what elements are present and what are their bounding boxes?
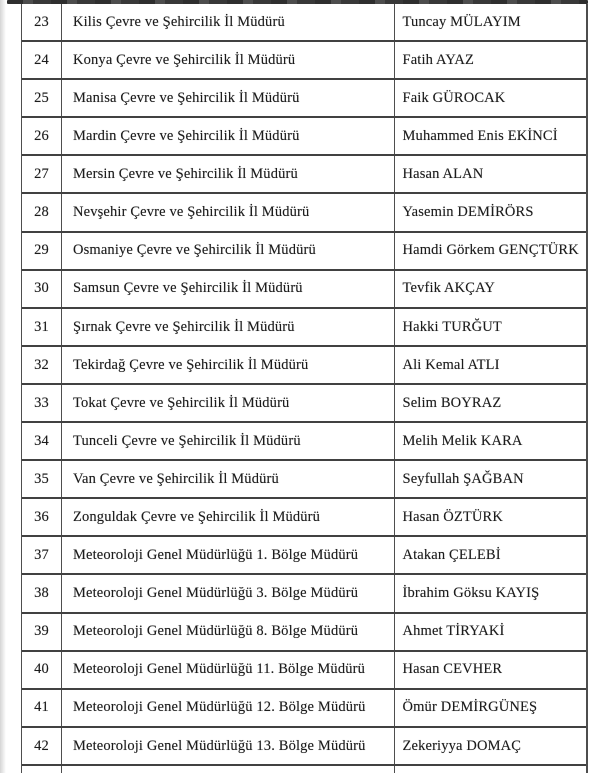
row-name-cell: Hasan CEVHER — [402, 661, 503, 678]
table-row — [22, 156, 586, 194]
row-name-cell: Selim BOYRAZ — [402, 394, 502, 411]
row-title-cell: Tunceli Çevre ve Şehircilik İl Müdürü — [62, 423, 395, 459]
row-number-cell: 28 — [22, 194, 62, 230]
row-title-cell: Samsun Çevre ve Şehircilik İl Müdürü — [62, 271, 395, 307]
row-title-cell: Meteoroloji Genel Müdürlüğü 12. Bölge Müdürü — [62, 690, 395, 726]
table-row — [22, 118, 586, 156]
table-row — [22, 4, 586, 42]
row-title-cell: Van Çevre ve Şehircilik İl Müdürü — [62, 461, 395, 497]
empty-cell — [395, 766, 587, 773]
row-number-cell: 40 — [22, 652, 62, 688]
empty-cell — [62, 766, 395, 773]
row-title-cell: Mardin Çevre ve Şehircilik İl Müdürü — [62, 118, 395, 154]
row-title-cell: Tekirdağ Çevre ve Şehircilik İl Müdürü — [62, 347, 395, 383]
row-name-cell: Ahmet TİRYAKİ — [402, 623, 505, 640]
table-row — [22, 499, 586, 537]
row-name-cell: Muhammed Enis EKİNCİ — [402, 128, 558, 145]
row-name-cell: Zekeriyya DOMAÇ — [402, 737, 522, 754]
row-title-cell: Şırnak Çevre ve Şehircilik İl Müdürü — [62, 309, 395, 345]
row-number-cell: 23 — [22, 4, 62, 40]
row-number-cell: 25 — [22, 80, 62, 116]
row-name-cell: Hamdi Görkem GENÇTÜRK — [402, 242, 579, 259]
row-name-cell: Tevfik AKÇAY — [402, 280, 495, 297]
row-name-cell: Atakan ÇELEBİ — [402, 547, 501, 564]
row-number-cell: 37 — [22, 537, 62, 573]
row-number-cell: 35 — [22, 461, 62, 497]
directors-table — [21, 4, 588, 773]
scan-edge-shadow — [0, 0, 6, 773]
row-title-cell: Nevşehir Çevre ve Şehircilik İl Müdürü — [62, 194, 395, 230]
row-name-cell: İbrahim Göksu KAYIŞ — [402, 585, 540, 602]
row-name-cell: Faik GÜROCAK — [402, 89, 506, 106]
row-title-cell: Meteoroloji Genel Müdürlüğü 13. Bölge Müdürü — [62, 728, 395, 764]
row-title-cell: Osmaniye Çevre ve Şehircilik İl Müdürü — [62, 233, 395, 269]
row-name-cell: Hasan ALAN — [402, 166, 484, 183]
table-row — [22, 233, 586, 271]
table-row — [22, 42, 586, 80]
row-title-cell: Konya Çevre ve Şehircilik İl Müdürü — [62, 42, 395, 78]
row-title-cell: Zonguldak Çevre ve Şehircilik İl Müdürü — [62, 499, 395, 535]
table-row — [22, 537, 586, 575]
table-row-partial — [22, 766, 586, 773]
row-number-cell: 33 — [22, 385, 62, 421]
table-row — [22, 194, 586, 232]
row-number-cell: 41 — [22, 690, 62, 726]
row-number-cell: 24 — [22, 42, 62, 78]
row-number-cell: 39 — [22, 614, 62, 650]
row-number-cell: 27 — [22, 156, 62, 192]
row-number-cell: 38 — [22, 575, 62, 611]
row-number-cell: 31 — [22, 309, 62, 345]
row-number-cell: 34 — [22, 423, 62, 459]
table-row — [22, 80, 586, 118]
table-row — [22, 309, 586, 347]
table-row — [22, 271, 586, 309]
empty-cell — [22, 766, 62, 773]
table-row — [22, 652, 586, 690]
table-row — [22, 614, 586, 652]
row-name-cell: Hasan ÖZTÜRK — [402, 509, 503, 526]
table-row — [22, 385, 586, 423]
table-row — [22, 423, 586, 461]
row-number-cell: 36 — [22, 499, 62, 535]
row-name-cell: Ömür DEMİRGÜNEŞ — [402, 699, 538, 716]
row-number-cell: 32 — [22, 347, 62, 383]
row-title-cell: Meteoroloji Genel Müdürlüğü 11. Bölge Müdürü — [62, 652, 395, 688]
row-name-cell: Fatih AYAZ — [402, 51, 474, 68]
row-title-cell: Mersin Çevre ve Şehircilik İl Müdürü — [62, 156, 395, 192]
row-name-cell: Yasemin DEMİRÖRS — [402, 204, 534, 221]
row-title-cell: Tokat Çevre ve Şehircilik İl Müdürü — [62, 385, 395, 421]
row-name-cell: Melih Melik KARA — [402, 432, 523, 449]
row-title-cell: Meteoroloji Genel Müdürlüğü 1. Bölge Müdürü — [62, 537, 395, 573]
row-name-cell: Tuncay MÜLAYIM — [402, 13, 521, 30]
table-row — [22, 690, 586, 728]
row-title-cell: Meteoroloji Genel Müdürlüğü 8. Bölge Müdürü — [62, 614, 395, 650]
row-number-cell: 29 — [22, 233, 62, 269]
row-title-cell: Manisa Çevre ve Şehircilik İl Müdürü — [62, 80, 395, 116]
row-title-cell: Kilis Çevre ve Şehircilik İl Müdürü — [62, 4, 395, 40]
row-number-cell: 30 — [22, 271, 62, 307]
row-name-cell: Seyfullah ŞAĞBAN — [402, 470, 524, 487]
table-row — [22, 347, 586, 385]
row-name-cell: Ali Kemal ATLI — [402, 356, 500, 373]
row-number-cell: 42 — [22, 728, 62, 764]
table-row — [22, 461, 586, 499]
row-number-cell: 26 — [22, 118, 62, 154]
table-row — [22, 728, 586, 766]
row-name-cell: Hakki TURĞUT — [402, 318, 502, 335]
row-title-cell: Meteoroloji Genel Müdürlüğü 3. Bölge Müdürü — [62, 575, 395, 611]
table-row — [22, 575, 586, 613]
